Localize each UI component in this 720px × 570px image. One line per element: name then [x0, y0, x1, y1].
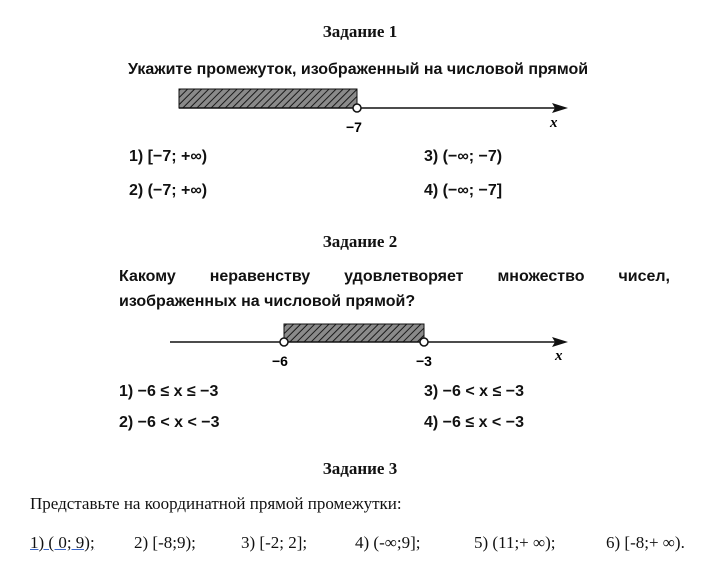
task2-left-open-point — [280, 338, 288, 346]
task1-heading: Задание 1 — [322, 22, 398, 41]
task2-option-1: 1) −6 ≤ x ≤ −3 — [119, 383, 219, 400]
task1-option-1: 1) [−7; +∞) — [129, 148, 208, 165]
task3-item-4: 4) (-∞;9]; — [355, 533, 421, 552]
task3-item-6: 6) [-8;+ ∞). — [606, 533, 685, 552]
task1-shaded-region — [179, 89, 357, 108]
task1-question: Укажите промежуток, изображенный на числовой прямой — [128, 61, 589, 78]
task1-var-label: x — [550, 115, 558, 131]
task1-number-line — [0, 85, 720, 145]
task2-right-open-point — [420, 338, 428, 346]
task3-prompt: Представьте на координатной прямой промежутки: — [30, 494, 402, 513]
task2-option-3: 3) −6 < x ≤ −3 — [424, 383, 524, 400]
task1-open-point — [353, 104, 361, 112]
task2-heading: Задание 2 — [322, 232, 398, 251]
task1-option-2: 2) (−7; +∞) — [129, 182, 208, 199]
task2-number-line — [0, 320, 720, 380]
task2-question-line1: Какому неравенству удовлетворяет множество чисел, — [119, 268, 670, 285]
task2-var-label: x — [555, 348, 563, 364]
task3-item-1: 1) ( 0; 9); — [30, 533, 95, 552]
task1-option-3: 3) (−∞; −7) — [424, 148, 503, 165]
task3-item-2: 2) [-8;9); — [134, 533, 196, 552]
task2-right-label: −3 — [416, 353, 432, 369]
task2-option-2: 2) −6 < x < −3 — [119, 414, 220, 431]
task1-option-4: 4) (−∞; −7] — [424, 182, 503, 199]
task2-question-line2: изображенных на числовой прямой? — [119, 293, 416, 310]
task2-shaded-region — [284, 324, 424, 342]
task3-item-3: 3) [-2; 2]; — [241, 533, 308, 552]
task1-point-label: −7 — [346, 119, 362, 135]
task2-option-4: 4) −6 ≤ x < −3 — [424, 414, 524, 431]
task3-item-5: 5) (11;+ ∞); — [474, 533, 556, 552]
task2-left-label: −6 — [272, 353, 288, 369]
task3-heading: Задание 3 — [322, 459, 398, 478]
